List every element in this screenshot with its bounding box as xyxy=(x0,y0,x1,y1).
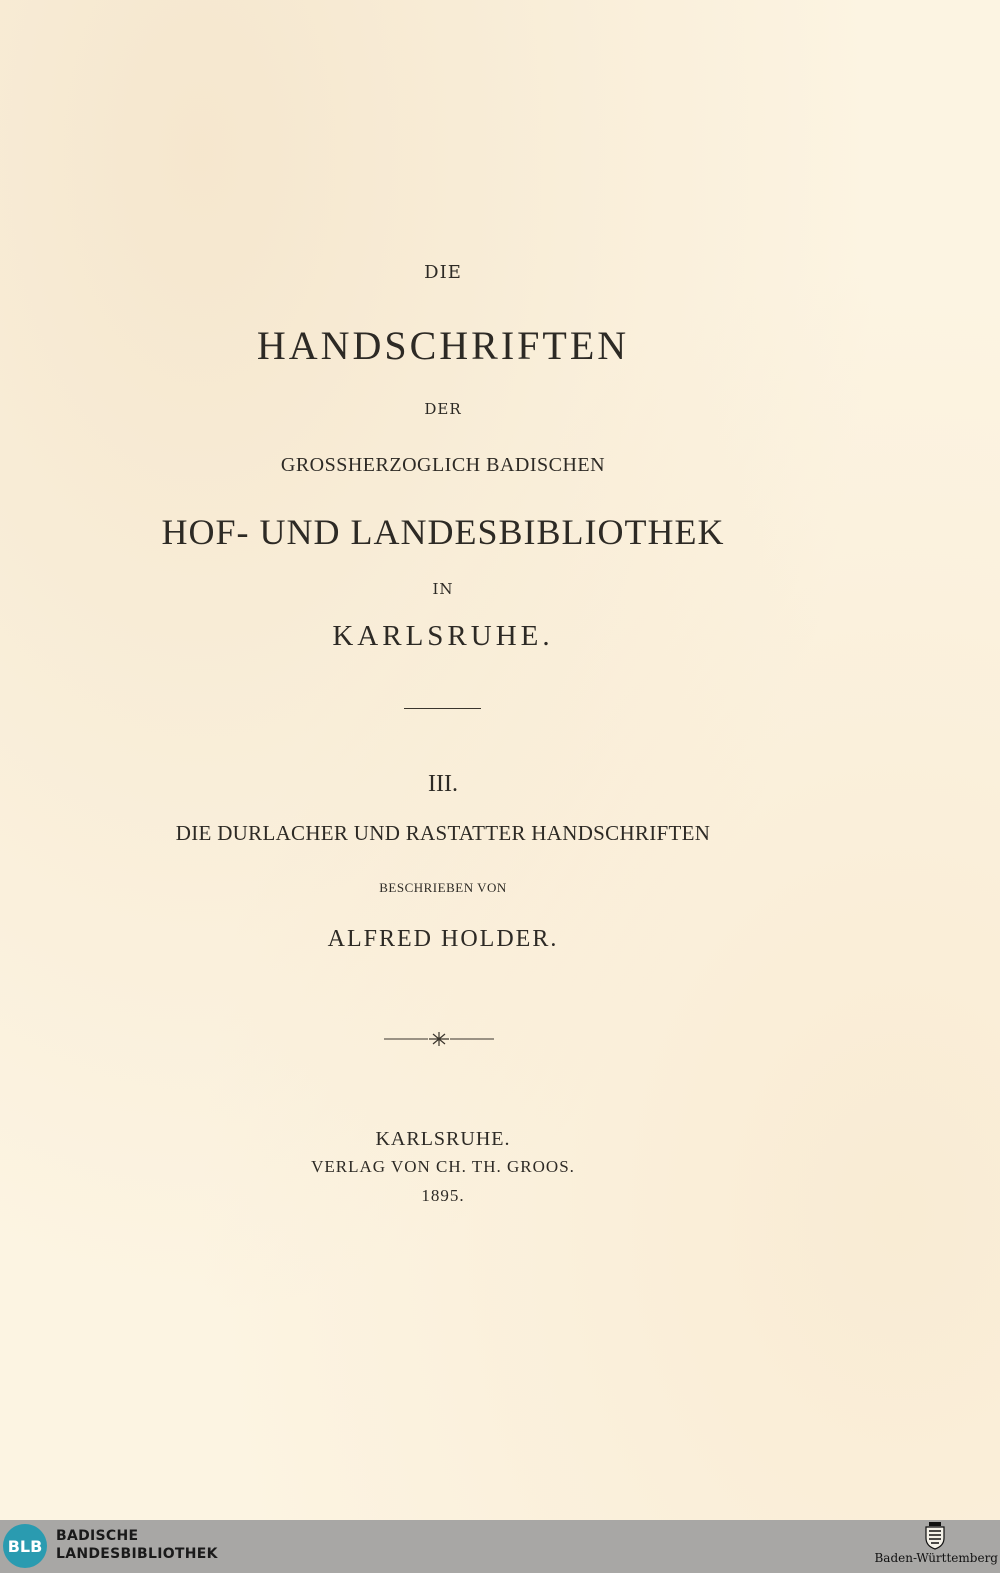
volume-number: III. xyxy=(428,771,458,797)
title-line-die: DIE xyxy=(424,262,462,283)
title-line-der: DER xyxy=(424,400,462,418)
library-name-line2: LANDESBIBLIOTHEK xyxy=(56,1546,218,1562)
title-line-grossherzoglich: GROSSHERZOGLICH BADISCHEN xyxy=(280,454,606,476)
imprint-year: 1895. xyxy=(421,1186,465,1205)
state-label: Baden-Württemberg xyxy=(874,1551,998,1565)
imprint-publisher: VERLAG VON CH. TH. GROOS. xyxy=(311,1157,575,1176)
author-name: ALFRED HOLDER. xyxy=(327,926,559,952)
blb-logo-text: BLB xyxy=(7,1537,43,1556)
title-handschriften: HANDSCHRIFTEN xyxy=(256,323,630,368)
imprint-city: KARLSRUHE. xyxy=(375,1128,511,1150)
title-divider-rule xyxy=(404,708,481,709)
title-line-karlsruhe: KARLSRUHE. xyxy=(332,620,554,652)
library-name-line1: BADISCHE xyxy=(56,1528,139,1544)
title-line-hof-und-landesbibliothek: HOF- UND LANDESBIBLIOTHEK xyxy=(161,512,725,552)
blb-logo-icon[interactable] xyxy=(2,1523,48,1569)
volume-subtitle: DIE DURLACHER UND RASTATTER HANDSCHRIFTEN xyxy=(175,821,711,845)
ornament-divider-icon xyxy=(384,1030,494,1048)
footer-bar xyxy=(0,1520,1000,1573)
described-by-label: BESCHRIEBEN VON xyxy=(379,880,507,895)
baden-wuerttemberg-logo[interactable] xyxy=(868,1520,998,1573)
library-name[interactable] xyxy=(56,1527,218,1563)
title-line-in: IN xyxy=(432,580,454,598)
coat-of-arms-icon xyxy=(924,1522,946,1550)
